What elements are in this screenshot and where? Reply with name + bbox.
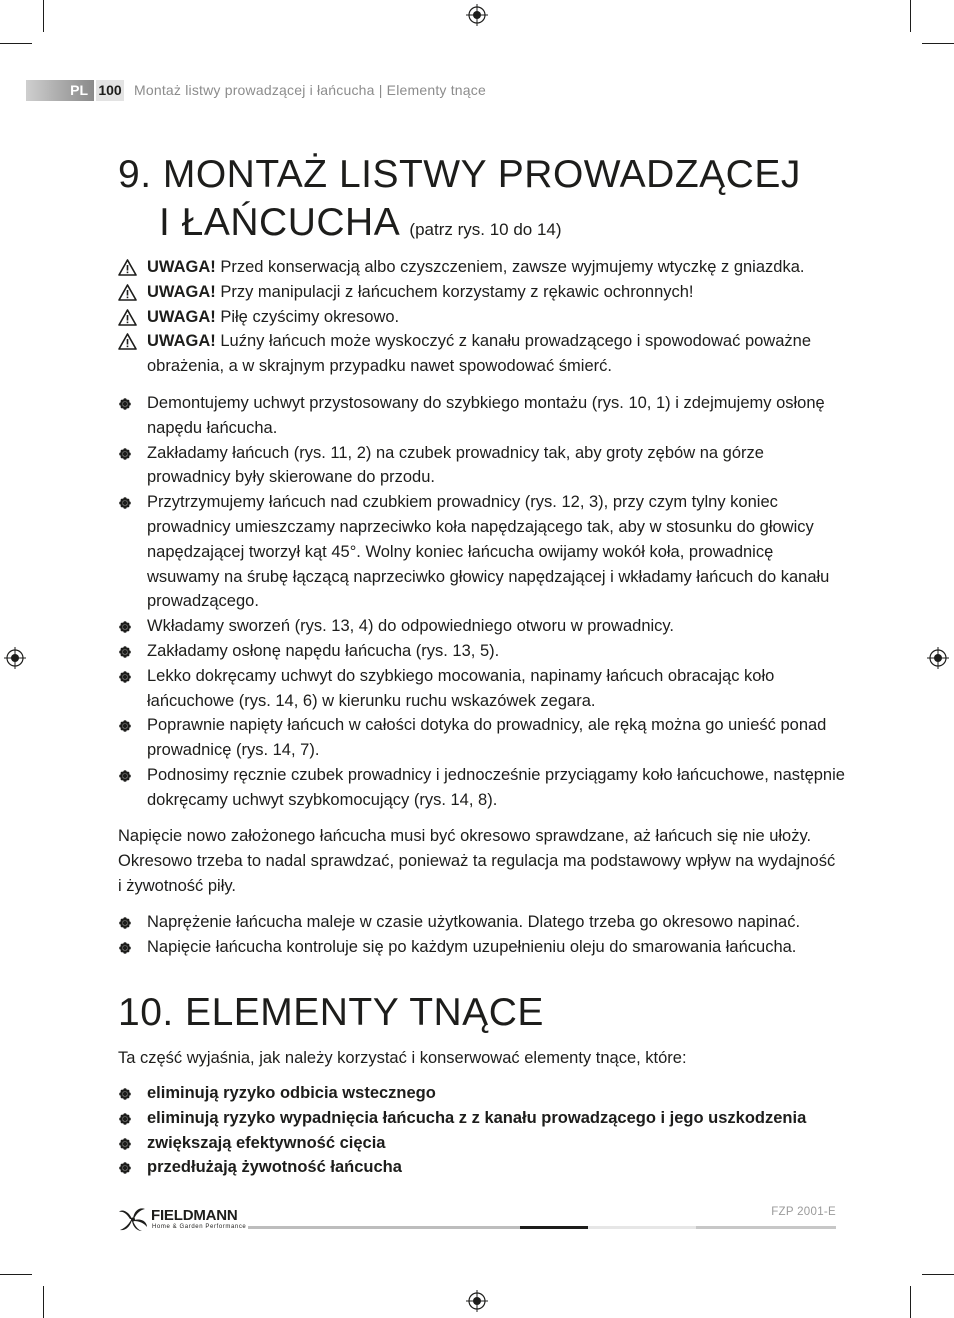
crop-mark bbox=[0, 1274, 32, 1275]
flower-bullet-icon bbox=[119, 720, 131, 732]
list-item bbox=[118, 664, 848, 714]
warning-triangle-icon bbox=[118, 259, 137, 276]
list-item bbox=[118, 1155, 848, 1180]
warning-label: UWAGA! bbox=[147, 258, 216, 276]
warning-item bbox=[118, 305, 848, 330]
note-text: Naprężenie łańcucha maleje w czasie użytkowania. Dlatego trzeba go okresowo napinać. bbox=[147, 913, 801, 931]
list-item bbox=[118, 1131, 848, 1156]
warning-triangle-icon bbox=[118, 333, 137, 350]
cutting-elements-list bbox=[118, 1081, 848, 1180]
brand-name: FIELDMANN bbox=[151, 1207, 238, 1224]
item-text: przedłużają żywotność łańcucha bbox=[147, 1158, 402, 1177]
list-item bbox=[118, 713, 848, 763]
step-text: Zakładamy łańcuch (rys. 11, 2) na czubek prowadnicy tak, aby groty zębów na górze prowadnicy były skierowane do przodu. bbox=[147, 443, 764, 487]
flower-bullet-icon bbox=[119, 1138, 131, 1150]
list-item bbox=[118, 1081, 848, 1106]
registration-mark-icon bbox=[4, 647, 26, 669]
brand-tagline: Home & Garden Performance bbox=[152, 1224, 247, 1230]
section-9-title-note: (patrz rys. 10 do 14) bbox=[409, 220, 562, 239]
flower-bullet-icon bbox=[119, 497, 131, 509]
warning-label: UWAGA! bbox=[147, 332, 216, 351]
step-text: Demontujemy uchwyt przystosowany do szybkiego montażu (rys. 10, 1) i zdejmujemy osłonę napędu łańcucha. bbox=[147, 394, 825, 437]
step-text: Przytrzymujemy łańcuch nad czubkiem prowadnicy (rys. 12, 3), przy czym tylny koniec prowadnicy umieszczamy naprzeciwko koła napędzającego tak, aby w stosunku do głowicy napędzającej tworzył kąt 45°. Wolny koniec łańcucha owijamy wokół koła, prowadnicę wsuwamy na śrubę łączącą naprzeciwko głowicy napędzającej i wkładamy łańcuch do kanału prowadzącego. bbox=[147, 493, 830, 611]
crop-mark bbox=[910, 1286, 911, 1318]
step-text: Poprawnie napięty łańcuch w całości dotyka do prowadnicy, ale ręką można go unieść ponad prowadnicę (rys. 14, 7). bbox=[147, 716, 827, 760]
flower-bullet-icon bbox=[119, 1113, 131, 1125]
item-text: eliminują ryzyko odbicia wstecznego bbox=[147, 1084, 436, 1102]
list-item bbox=[118, 763, 848, 813]
flower-bullet-icon bbox=[119, 448, 131, 460]
crop-mark bbox=[910, 0, 911, 32]
warning-text: Piłę czyścimy okresowo. bbox=[220, 307, 400, 326]
list-item bbox=[118, 1106, 848, 1131]
tension-notes-list bbox=[118, 910, 848, 960]
flower-bullet-icon bbox=[119, 917, 131, 929]
header-language-tab: PL bbox=[26, 80, 94, 101]
crop-mark bbox=[43, 1286, 44, 1318]
registration-mark-icon bbox=[466, 4, 488, 26]
warning-text: Przed konserwacją albo czyszczeniem, zawsze wyjmujemy wtyczkę z gniazdka. bbox=[220, 258, 805, 276]
warning-text: Luźny łańcuch może wyskoczyć z kanału prowadzącego i spowodować poważne obrażenia, a w skrajnym przypadku nawet spowodować śmierć. bbox=[147, 332, 811, 376]
list-item bbox=[118, 910, 848, 935]
section-9-title-line1: 9. MONTAŻ LISTWY PROWADZĄCEJ bbox=[118, 153, 801, 196]
step-text: Lekko dokręcamy uchwyt do szybkiego mocowania, napinamy łańcuch obracając koło łańcuchowe (rys. 14, 6) w kierunku ruchu wskazówek zegara. bbox=[147, 666, 775, 710]
footer-rule-gray bbox=[248, 1226, 520, 1229]
flower-bullet-icon bbox=[119, 1088, 131, 1100]
warning-triangle-icon bbox=[118, 309, 137, 326]
crop-mark bbox=[922, 43, 954, 44]
item-text: eliminują ryzyko wypadnięcia łańcucha z z kanału prowadzącego i jego uszkodzenia bbox=[147, 1108, 807, 1127]
section-10-title: 10. ELEMENTY TNĄCE bbox=[118, 991, 544, 1034]
list-item bbox=[118, 391, 848, 441]
flower-bullet-icon bbox=[119, 671, 131, 683]
step-text: Zakładamy osłonę napędu łańcucha (rys. 13, 5). bbox=[147, 641, 500, 660]
list-item bbox=[118, 441, 848, 491]
registration-mark-icon bbox=[927, 647, 949, 669]
step-text: Wkładamy sworzeń (rys. 13, 4) do odpowiedniego otworu w prowadnicy. bbox=[147, 617, 675, 636]
crop-mark bbox=[922, 1274, 954, 1275]
list-item bbox=[118, 639, 848, 664]
warning-label: UWAGA! bbox=[147, 307, 216, 326]
flower-bullet-icon bbox=[119, 1162, 131, 1174]
section-9-title-line2: I ŁAŃCUCHA bbox=[159, 201, 399, 244]
footer-rule-gray-end bbox=[696, 1226, 836, 1229]
fieldmann-logo bbox=[118, 1206, 248, 1232]
tension-paragraph: Napięcie nowo założonego łańcucha musi być okresowo sprawdzane, aż łańcuch się nie ułoży. Okresowo trzeba to nadal sprawdzać, ponieważ ta regulacja ma podstawowy wpływ na wydajność i żywotność piły. bbox=[118, 827, 836, 895]
flower-bullet-icon bbox=[119, 398, 131, 410]
crop-mark bbox=[43, 0, 44, 32]
warning-item bbox=[118, 329, 848, 379]
warning-label: UWAGA! bbox=[147, 282, 216, 301]
list-item bbox=[118, 935, 848, 960]
page-number: 100 bbox=[96, 80, 124, 101]
warning-text: Przy manipulacji z łańcuchem korzystamy z rękawic ochronnych! bbox=[220, 282, 694, 301]
warning-item bbox=[118, 280, 848, 305]
section-9-title-continued bbox=[159, 201, 562, 252]
flower-bullet-icon bbox=[119, 770, 131, 782]
flower-bullet-icon bbox=[119, 942, 131, 954]
section-10-intro: Ta część wyjaśnia, jak należy korzystać i konserwować elementy tnące, które: bbox=[118, 1049, 687, 1067]
warning-list bbox=[118, 255, 848, 379]
model-code: FZP 2001-E bbox=[771, 1206, 836, 1218]
warning-triangle-icon bbox=[118, 284, 137, 301]
registration-mark-icon bbox=[466, 1290, 488, 1312]
footer-rule-light bbox=[588, 1226, 696, 1229]
flower-bullet-icon bbox=[119, 646, 131, 658]
list-item bbox=[118, 614, 848, 639]
crop-mark bbox=[0, 43, 32, 44]
section-9-title bbox=[118, 153, 801, 197]
item-text: zwiększają efektywność cięcia bbox=[147, 1133, 386, 1152]
warning-item bbox=[118, 255, 848, 280]
flower-bullet-icon bbox=[119, 621, 131, 633]
fieldmann-swirl-icon bbox=[118, 1206, 148, 1232]
list-item bbox=[118, 490, 848, 614]
footer-rule-dark bbox=[520, 1226, 588, 1229]
assembly-steps-list bbox=[118, 391, 848, 813]
step-text: Podnosimy ręcznie czubek prowadnicy i jednocześnie przyciągamy koło łańcuchowe, następnie dokręcamy uchwyt szybkomocujący (rys. 14, 8). bbox=[147, 765, 845, 809]
note-text: Napięcie łańcucha kontroluje się po każdym uzupełnieniu oleju do smarowania łańcucha. bbox=[147, 937, 797, 956]
running-header-title: Montaż listwy prowadzącej i łańcucha | Elementy tnące bbox=[134, 82, 486, 98]
